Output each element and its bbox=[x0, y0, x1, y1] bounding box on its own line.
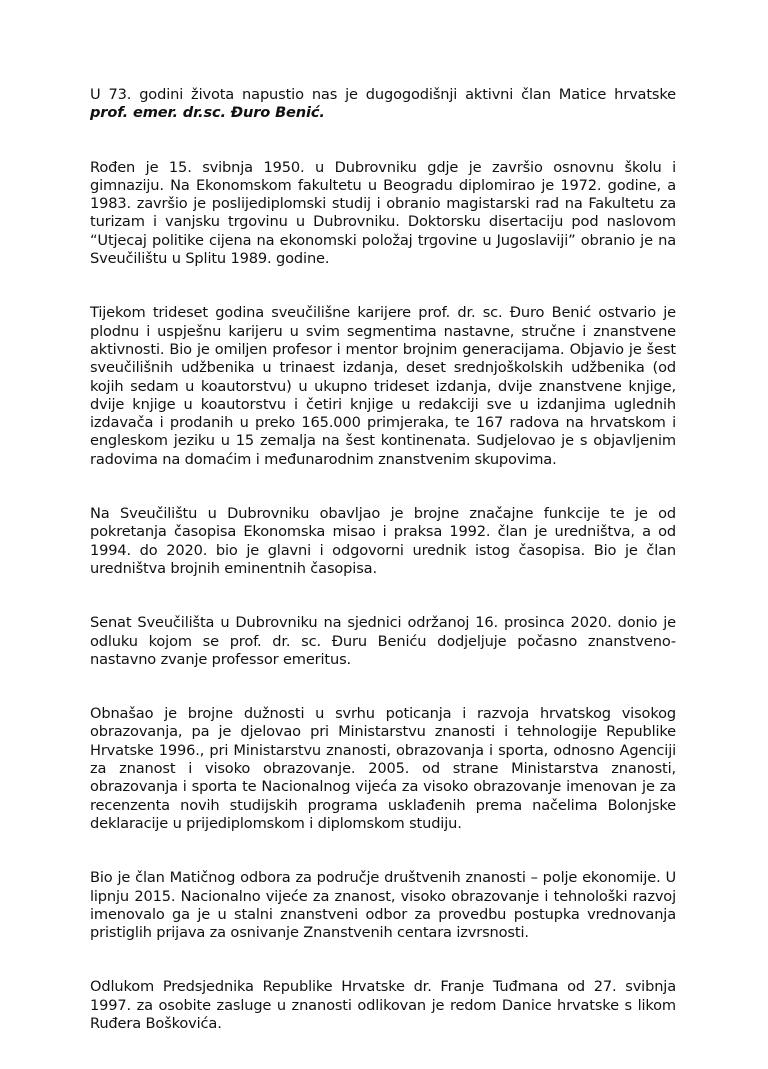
paragraph-university-roles: Na Sveučilištu u Dubrovniku obavljao je brojne značajne funkcije te je od pokretanja časopisa Ekonomska misao i praksa 1992. član je uredništva, a od 1994. do 2020. bio je glavni i odgovorni urednik istog časopisa. Bio je član uredništva brojnih eminentnih časopisa. bbox=[90, 505, 676, 577]
paragraph-committees: Bio je član Matičnog odbora za područje društvenih znanosti – polje ekonomije. U lipnju 2015. Nacionalno vijeće za znanost, visoko obrazovanje i tehnološki razvoj imenovalo ga je u stalni znanstveni odbor za provedbu postupka vrednovanja pristiglih prijava za osnivanje Znanstvenih centara izvrsnosti. bbox=[90, 869, 676, 942]
paragraph-emeritus: Senat Sveučilišta u Dubrovniku na sjednici održanoj 16. prosinca 2020. donio je odluku kojom se prof. dr. sc. Đuru Beniću dodjeljuje počasno znanstveno-nastavno zvanje professor emeritus. bbox=[90, 614, 676, 668]
paragraph-birth-education: Rođen je 15. svibnja 1950. u Dubrovniku gdje je završio osnovnu školu i gimnaziju. Na Ekonomskom fakultetu u Beogradu diplomirao je 1972. godine, a 1983. završio je poslijediplomski studij i obranio magistarski rad na Fakultetu za turizam i vanjsku trgovinu u Dubrovniku. Doktorsku disertaciju pod naslovom “Utjecaj politike cijena na ekonomski položaj trgovine u Jugoslaviji” obranio je na Sveučilištu u Splitu 1989. godine. bbox=[90, 158, 676, 268]
intro-paragraph bbox=[90, 86, 676, 123]
honoree-name: prof. emer. dr.sc. Đuro Benić. bbox=[90, 104, 325, 122]
paragraph-duties: Obnašao je brojne dužnosti u svrhu poticanja i razvoja hrvatskog visokog obrazovanja, pa je djelovao pri Ministarstvu znanosti i tehnologije Republike Hrvatske 1996., pri Ministarstvu znanosti, obrazovanja i sporta, odnosno Agenciji za znanost i visoko obrazovanje. 2005. od strane Ministarstva znanosti, obrazovanja i sporta te Nacionalnog vijeća za visoko obrazovanje imenovan je za recenzenta novih studijskih programa usklađenih prema načelima Bolonjske deklaracije u prijediplomskom i diplomskom studiju. bbox=[90, 705, 676, 832]
document-body bbox=[90, 86, 676, 1069]
paragraph-decoration: Odlukom Predsjednika Republike Hrvatske dr. Franje Tuđmana od 27. svibnja 1997. za osobite zasluge u znanosti odlikovan je redom Danice hrvatske s likom Ruđera Boškovića. bbox=[90, 978, 676, 1032]
paragraph-career: Tijekom trideset godina sveučilišne karijere prof. dr. sc. Đuro Benić ostvario je plodnu i uspješnu karijeru u svim segmentima nastavne, stručne i znanstvene aktivnosti. Bio je omiljen profesor i mentor brojnim generacijama. Objavio je šest sveučilišnih udžbenika u trinaest izdanja, deset srednjoškolskih udžbenika (od kojih sedam u koautorstvu) u ukupno trideset izdanja, dvije znanstvene knjige, dvije knjige u koautorstvu i četiri knjige u redakciji sve u izdanjima uglednih izdavača i prodanih u preko 165.000 primjeraka, te 167 radova na hrvatskom i engleskom jeziku u 15 zemalja na šest kontinenata. Sudjelovao je s objavljenim radovima na domaćim i međunarodnim znanstvenim skupovima. bbox=[90, 304, 676, 468]
intro-text: U 73. godini života napustio nas je dugogodišnji aktivni član Matice hrvatske bbox=[90, 86, 676, 103]
